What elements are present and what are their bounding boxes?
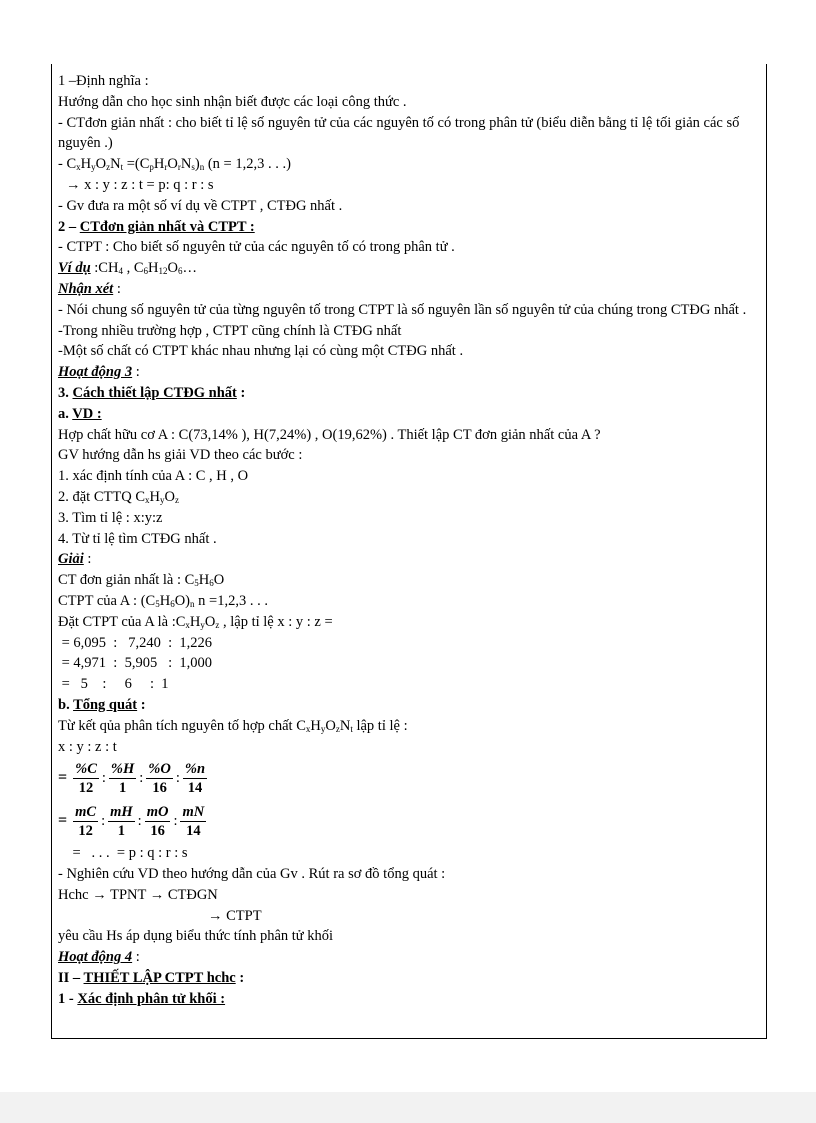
subheading: b. Tổng quát :	[58, 696, 146, 713]
ratio-line: x : y : z : t	[58, 738, 117, 755]
paragraph: -Một số chất có CTPT khác nhau nhưng lại có cùng một CTĐG nhất .	[58, 343, 464, 360]
formula-line: CTPT của A : $(C_5H_6O)_n$ n =1,2,3 . . .	[58, 592, 268, 609]
section-heading: 2 – CTđơn giản nhất và CTPT :	[58, 218, 255, 235]
fraction-equation-mass: = $\frac{mC}{12}$ : $\frac{mH}{1}$ : $\frac{mO}{16}$ : $\frac{mN}{14}$	[58, 804, 205, 840]
paragraph: - Nghiên cứu VD theo hướng dẫn của Gv . Rút ra sơ đồ tổng quát :	[58, 866, 446, 883]
ratio-line: = 5 : 6 : 1	[58, 676, 169, 693]
list-item: 2. đặt CTTQ $C_xH_yO_z$	[58, 488, 179, 505]
paragraph: - Gv đưa ra một số ví dụ về CTPT , CTĐG nhất .	[58, 197, 343, 214]
fraction: $\frac{\%n}{14}$	[184, 761, 206, 797]
page-bottom-strip	[0, 1092, 816, 1123]
section-heading: II – THIẾT LẬP CTPT hchc :	[58, 970, 245, 987]
section-heading: 1 - Xác định phân tử khối :	[58, 990, 226, 1007]
fraction: $\frac{mO}{16}$	[146, 804, 169, 840]
section-heading: 3. Cách thiết lập CTĐG nhất :	[58, 384, 246, 401]
fraction: $\frac{mN}{14}$	[182, 804, 205, 840]
subheading: Nhận xét :	[58, 280, 121, 297]
list-item: 1. xác định tính của A : C , H , O	[58, 468, 249, 485]
fraction: $\frac{\%C}{12}$	[75, 761, 97, 797]
paragraph: - CTđơn giản nhất : cho biết tỉ lệ số nguyên tử của các nguyên tố có trong phân tử (biểu diễn bằng tỉ lệ tối giản các số nguyên .)	[58, 114, 740, 152]
section-heading: 1 –Định nghĩa :	[58, 73, 149, 89]
document-body	[58, 71, 758, 1010]
ratio-line: = 6,095 : 7,240 : 1,226	[58, 634, 212, 651]
fraction: $\frac{\%H}{1}$	[110, 761, 135, 797]
paragraph: Từ kết qủa phân tích nguyên tố hợp chất $C_xH_yO_zN_t$ lập tỉ lệ :	[58, 717, 408, 734]
example-line: Ví dụ $:CH_4$ , $C_6H_{12}O_6\dots$	[58, 260, 197, 277]
paragraph: - Nói chung số nguyên tử của từng nguyên tố trong CTPT là số nguyên lần số nguyên tử của chúng trong CTĐG nhất .	[58, 301, 747, 318]
fraction: $\frac{\%O}{16}$	[148, 761, 171, 797]
list-item: 3. Tìm tỉ lệ : x:y:z	[58, 509, 163, 526]
fraction-equation-percent: = $\frac{\%C}{12}$ : $\frac{\%H}{1}$ : $\frac{\%O}{16}$ : $\frac{\%n}{14}$	[58, 761, 206, 797]
list-item: 4. Từ tỉ lệ tìm CTĐG nhất .	[58, 530, 217, 547]
paragraph: Hướng dẫn cho học sinh nhận biết được các loại công thức .	[58, 93, 407, 110]
subheading: a. VD :	[58, 405, 102, 422]
ratio-line: = . . . = p : q : r : s	[58, 845, 188, 862]
ratio-line: = 4,971 : 5,905 : 1,000	[58, 655, 212, 672]
paragraph: GV hướng dẫn hs giải VD theo các bước :	[58, 447, 303, 464]
fraction: $\frac{mH}{1}$	[110, 804, 133, 840]
paragraph: yêu cầu Hs áp dụng biểu thức tính phân tử khối	[58, 928, 334, 945]
formula-line: - $C_xH_yO_zN_t =(C_pH_rO_rN_s)_n$ (n = 1,2,3 . . .)	[58, 156, 291, 173]
paragraph: -Trong nhiều trường hợp , CTPT cũng chính là CTĐG nhất	[58, 322, 402, 339]
fraction: $\frac{mC}{12}$	[75, 804, 97, 840]
formula-line: → x : y : z : t = p: q : r : s	[66, 176, 214, 193]
subheading: Giải :	[58, 551, 92, 568]
activity-heading: Hoạt động 3 :	[58, 364, 140, 381]
paragraph: - CTPT : Cho biết số nguyên tử của các nguyên tố có trong phân tử .	[58, 239, 455, 256]
activity-heading: Hoạt động 4 :	[58, 949, 140, 966]
scheme-line: → CTPT	[208, 907, 262, 924]
formula-line: Đặt CTPT của A là $:C_xH_yO_z$ , lập tỉ lệ x : y : z =	[58, 613, 333, 630]
scheme-line: Hchc → TPNT → CTĐGN	[58, 886, 218, 903]
formula-line: CT đơn giản nhất là : $C_5H_6O$	[58, 572, 225, 589]
paragraph: Hợp chất hữu cơ A : C(73,14% ), H(7,24%) , O(19,62%) . Thiết lập CT đơn giản nhất của A ?	[58, 426, 601, 443]
